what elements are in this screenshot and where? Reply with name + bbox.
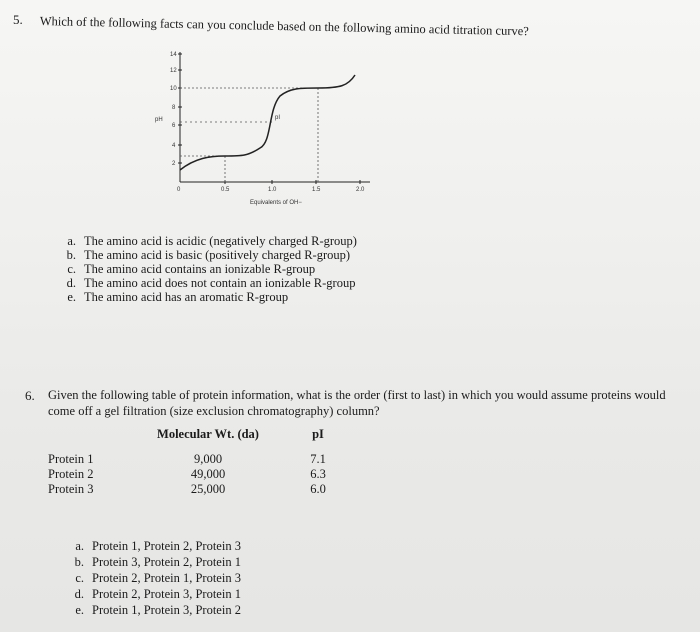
answer-text: Protein 2, Protein 1, Protein 3	[92, 571, 241, 585]
x-axis-label: Equivalents of OH−	[250, 200, 302, 206]
y-tick-label: 8	[172, 105, 176, 111]
question-6-number: 6.	[25, 388, 35, 403]
protein-table-header-name	[48, 427, 148, 442]
answer-text: The amino acid is acidic (negatively charged R-group)	[84, 234, 357, 248]
x-tick-label: 1.0	[268, 187, 277, 193]
answer-letter: a.	[67, 234, 76, 248]
x-tick-label: 0	[177, 187, 181, 193]
question-6-answers	[70, 538, 390, 618]
table-row	[48, 482, 368, 497]
answer-letter: d.	[66, 276, 76, 290]
answer-text: The amino acid contains an ionizable R-group	[84, 262, 316, 276]
x-tick-label: 1.5	[312, 187, 321, 193]
protein-molecular-weight: 49,000	[190, 467, 226, 481]
y-tick-label: 10	[170, 86, 177, 92]
protein-pi: 6.0	[310, 482, 326, 496]
protein-pi: 6.3	[310, 467, 326, 481]
protein-name: Protein 2	[48, 467, 94, 481]
answer-text: Protein 2, Protein 3, Protein 1	[92, 587, 241, 601]
answer-letter: d.	[74, 587, 84, 601]
x-tick-labels	[177, 187, 365, 193]
protein-molecular-weight: 25,000	[190, 482, 226, 496]
protein-molecular-weight: 9,000	[193, 452, 223, 466]
answer-text: Protein 3, Protein 2, Protein 1	[92, 555, 241, 569]
answer-option	[62, 276, 422, 290]
molecular-weight-header: Molecular Wt. (da)	[157, 427, 259, 441]
y-tick-label: 4	[172, 143, 176, 149]
answer-letter: b.	[74, 555, 84, 569]
answer-option	[70, 570, 390, 586]
table-row	[48, 467, 368, 482]
titration-curve-line	[180, 75, 355, 170]
protein-table	[48, 427, 368, 497]
answer-option	[70, 586, 390, 602]
question-6-text: Given the following table of protein information, what is the order (first to last) in which you would assume proteins would come off a gel filtration (size exclusion chromatography) column?	[48, 388, 666, 418]
x-tick-label: 2.0	[356, 187, 365, 193]
y-tick-label: 12	[170, 68, 177, 74]
answer-text: The amino acid has an aromatic R-group	[84, 290, 289, 304]
answer-text: The amino acid does not contain an ionizable R-group	[84, 276, 356, 290]
y-axis-label: pH	[155, 117, 163, 123]
y-tick-label: 14	[170, 52, 177, 58]
titration-curve-svg	[150, 50, 380, 210]
protein-table-header	[48, 427, 368, 442]
protein-pi: 7.1	[310, 452, 326, 466]
answer-letter: c.	[75, 571, 84, 585]
pi-label: pI	[275, 115, 281, 121]
answer-text: Protein 1, Protein 2, Protein 3	[92, 539, 241, 553]
question-5-answers	[62, 234, 422, 304]
answer-text: The amino acid is basic (positively charged R-group)	[84, 248, 351, 262]
answer-option	[70, 554, 390, 570]
answer-option	[62, 248, 422, 262]
protein-name: Protein 3	[48, 482, 94, 496]
answer-option	[70, 538, 390, 554]
y-tick-label: 2	[172, 161, 176, 167]
question-5-text: Which of the following facts can you conclude based on the following amino acid titration curve?	[39, 13, 529, 39]
answer-letter: c.	[67, 262, 76, 276]
titration-curve-chart	[150, 50, 380, 210]
answer-option	[70, 602, 390, 618]
y-tick-labels	[170, 52, 177, 167]
answer-letter: e.	[75, 603, 84, 617]
answer-option	[62, 234, 422, 248]
answer-option	[62, 290, 422, 304]
answer-option	[62, 262, 422, 276]
answer-letter: e.	[67, 290, 76, 304]
protein-name: Protein 1	[48, 452, 94, 466]
answer-letter: b.	[66, 248, 76, 262]
table-row	[48, 452, 368, 467]
x-tick-label: 0.5	[221, 187, 230, 193]
question-5-number: 5.	[13, 12, 23, 27]
answer-text: Protein 1, Protein 3, Protein 2	[92, 603, 241, 617]
y-tick-label: 6	[172, 123, 176, 129]
pi-header: pI	[312, 427, 324, 441]
answer-letter: a.	[75, 539, 84, 553]
